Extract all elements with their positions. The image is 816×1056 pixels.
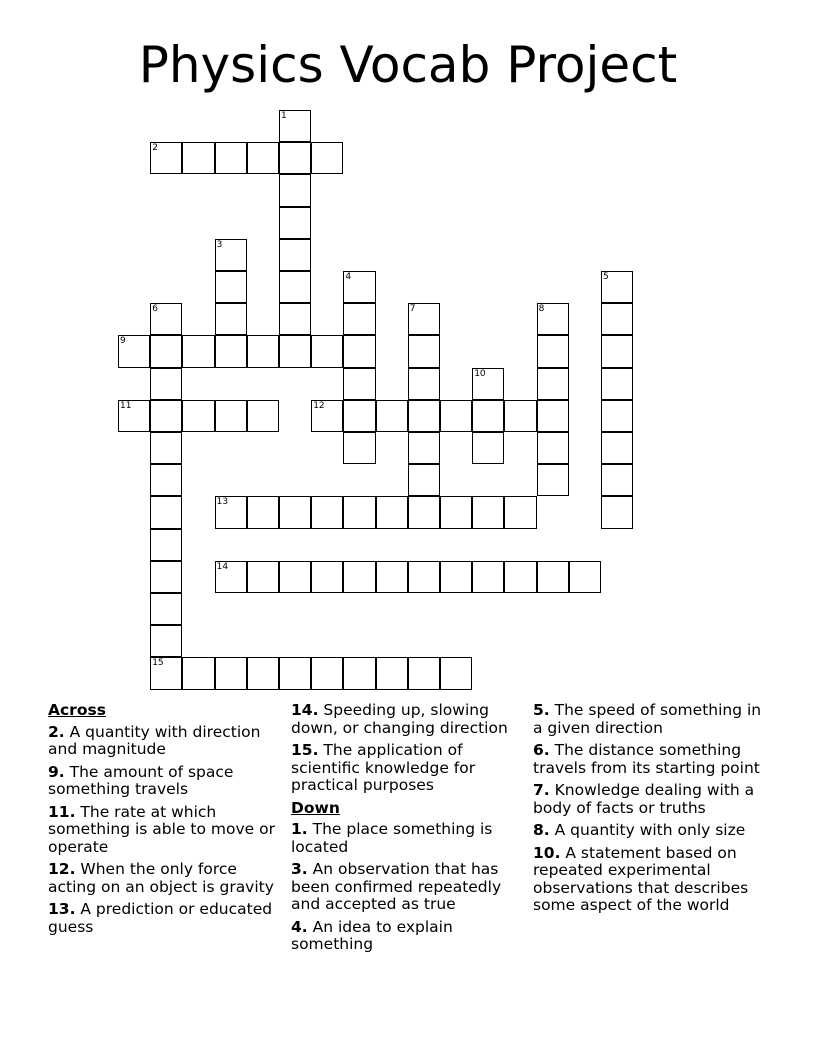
grid-cell[interactable] (408, 400, 440, 432)
grid-cell[interactable] (601, 464, 633, 496)
grid-cell[interactable] (537, 400, 569, 432)
grid-cell[interactable] (408, 335, 440, 367)
grid-cell[interactable] (247, 335, 279, 367)
grid-cell[interactable] (215, 335, 247, 367)
across-heading: Across (48, 701, 106, 719)
grid-cell[interactable] (343, 432, 375, 464)
grid-cell[interactable] (279, 335, 311, 367)
grid-cell[interactable] (472, 432, 504, 464)
clue-number: 2 (152, 143, 158, 154)
grid-cell[interactable] (537, 335, 569, 367)
grid-cell[interactable] (215, 303, 247, 335)
clue-number: 12 (313, 400, 325, 411)
grid-cell[interactable] (343, 335, 375, 367)
grid-cell[interactable] (215, 142, 247, 174)
down-clue-1: 1. The place something is located (291, 820, 493, 856)
grid-cell[interactable] (537, 368, 569, 400)
grid-cell[interactable] (376, 561, 408, 593)
across-clue-2: 2. A quantity with direction and magnitude (48, 722, 261, 758)
clue-number: 14 (216, 561, 229, 572)
grid-cell[interactable] (504, 400, 536, 432)
grid-cell[interactable] (601, 496, 633, 528)
grid-cell[interactable] (408, 561, 440, 593)
grid-cell[interactable] (440, 561, 472, 593)
grid-cell[interactable] (408, 432, 440, 464)
grid-cell[interactable] (150, 368, 182, 400)
grid-cell[interactable] (279, 657, 311, 689)
clue-number: 9 (120, 336, 126, 347)
grid-cell[interactable] (182, 400, 214, 432)
grid-cell[interactable] (311, 496, 343, 528)
grid-cell[interactable] (150, 464, 182, 496)
grid-cell[interactable] (215, 561, 247, 593)
grid-cell[interactable] (408, 303, 440, 335)
grid-cell[interactable] (472, 561, 504, 593)
down-clue-4: 4. An idea to explain something (291, 917, 453, 953)
grid-cell[interactable] (150, 529, 182, 561)
grid-cell[interactable] (472, 368, 504, 400)
grid-cell[interactable] (537, 303, 569, 335)
grid-cell[interactable] (150, 625, 182, 657)
down-clue-7: 7. Knowledge dealing with a body of facts or truths (533, 781, 755, 817)
grid-cell[interactable] (279, 561, 311, 593)
across-clue-13: 13. A prediction or educated guess (48, 900, 273, 936)
clue-number: 11 (120, 400, 132, 411)
grid-cell[interactable] (215, 657, 247, 689)
down-clue-8: 8. A quantity with only size (533, 821, 746, 839)
grid-cell[interactable] (150, 142, 182, 174)
across-clue-12: 12. When the only force acting on an object is gravity (48, 860, 274, 896)
down-heading: Down (291, 798, 340, 817)
grid-cell[interactable] (150, 657, 182, 689)
grid-cell[interactable] (150, 303, 182, 335)
grid-cell[interactable] (279, 271, 311, 303)
clue-number: 3 (216, 239, 223, 250)
grid-cell[interactable] (440, 657, 472, 689)
grid-cell[interactable] (150, 335, 182, 367)
grid-cell[interactable] (150, 432, 182, 464)
grid-cell[interactable] (601, 432, 633, 464)
across-clue-9: 9. The amount of space something travels (48, 762, 234, 798)
grid-cell[interactable] (472, 496, 504, 528)
grid-cell[interactable] (601, 271, 633, 303)
grid-cell[interactable] (343, 400, 375, 432)
down-clue-3: 3. An observation that has been confirmed repeatedly and accepted as true (291, 860, 502, 913)
clue-column-3 (533, 702, 773, 920)
clue-column-2 (291, 702, 527, 959)
grid-cell[interactable] (343, 657, 375, 689)
grid-cell[interactable] (440, 496, 472, 528)
grid-cell[interactable] (247, 400, 279, 432)
grid-cell[interactable] (150, 496, 182, 528)
grid-cell[interactable] (279, 207, 311, 239)
grid-cell[interactable] (279, 303, 311, 335)
page-title: Physics Vocab Project (138, 36, 678, 94)
clue-number: 1 (281, 111, 287, 121)
grid-cell[interactable] (215, 271, 247, 303)
grid-cell[interactable] (279, 110, 311, 142)
across-clue-11: 11. The rate at which something is able to move or operate (48, 802, 275, 856)
grid-cell[interactable] (182, 657, 214, 689)
grid-cell[interactable] (537, 561, 569, 593)
grid-cell[interactable] (150, 561, 182, 593)
grid-cell[interactable] (408, 496, 440, 528)
clue-number: 6 (152, 304, 158, 315)
grid-cell[interactable] (569, 561, 601, 593)
grid-cell[interactable] (311, 400, 343, 432)
down-clue-6: 6. The distance something travels from its starting point (533, 741, 760, 777)
clue-number: 7 (409, 304, 416, 315)
grid-cell[interactable] (118, 335, 150, 367)
grid-cell[interactable] (247, 657, 279, 689)
grid-cell[interactable] (150, 593, 182, 625)
grid-cell[interactable] (537, 432, 569, 464)
grid-cell[interactable] (215, 496, 247, 528)
clue-column-1 (48, 702, 286, 941)
grid-cell[interactable] (376, 657, 408, 689)
grid-cell[interactable] (182, 142, 214, 174)
grid-cell[interactable] (279, 239, 311, 271)
grid-cell[interactable] (343, 303, 375, 335)
grid-cell[interactable] (408, 657, 440, 689)
grid-cell[interactable] (343, 561, 375, 593)
grid-cell[interactable] (247, 142, 279, 174)
grid-cell[interactable] (182, 335, 214, 367)
clue-number: 15 (152, 658, 164, 669)
grid-cell[interactable] (311, 657, 343, 689)
grid-cell[interactable] (601, 400, 633, 432)
grid-cell[interactable] (408, 368, 440, 400)
clue-number: 13 (216, 497, 229, 508)
grid-cell[interactable] (408, 464, 440, 496)
grid-cell[interactable] (343, 368, 375, 400)
clue-number: 5 (603, 272, 609, 282)
grid-cell[interactable] (601, 335, 633, 367)
grid-cell[interactable] (601, 303, 633, 335)
clue-number: 10 (474, 368, 486, 379)
grid-cell[interactable] (343, 271, 375, 303)
grid-cell[interactable] (215, 239, 247, 271)
grid-cell[interactable] (311, 561, 343, 593)
clue-number: 8 (538, 304, 545, 315)
grid-cell[interactable] (376, 496, 408, 528)
clue-number: 4 (345, 272, 352, 282)
grid-cell[interactable] (279, 142, 311, 174)
grid-cell[interactable] (118, 400, 150, 432)
across-clue-15: 15. The application of scientific knowledge for practical purposes (291, 741, 476, 794)
grid-cell[interactable] (601, 368, 633, 400)
grid-cell[interactable] (311, 142, 343, 174)
grid-cell[interactable] (279, 496, 311, 528)
grid-cell[interactable] (150, 400, 182, 432)
grid-cell[interactable] (215, 400, 247, 432)
grid-cell[interactable] (537, 464, 569, 496)
grid-cell[interactable] (440, 400, 472, 432)
grid-cell[interactable] (376, 400, 408, 432)
down-clue-5: 5. The speed of something in a given direction (533, 701, 762, 737)
down-clue-10: 10. A statement based on repeated experimental observations that describes some aspect of the world (533, 843, 749, 914)
grid-cell[interactable] (504, 496, 536, 528)
grid-cell[interactable] (343, 496, 375, 528)
grid-cell[interactable] (247, 561, 279, 593)
grid-cell[interactable] (311, 335, 343, 367)
across-clue-14: 14. Speeding up, slowing down, or changing direction (291, 701, 508, 737)
grid-cell[interactable] (472, 400, 504, 432)
grid-cell[interactable] (279, 174, 311, 206)
grid-cell[interactable] (504, 561, 536, 593)
grid-cell[interactable] (247, 496, 279, 528)
